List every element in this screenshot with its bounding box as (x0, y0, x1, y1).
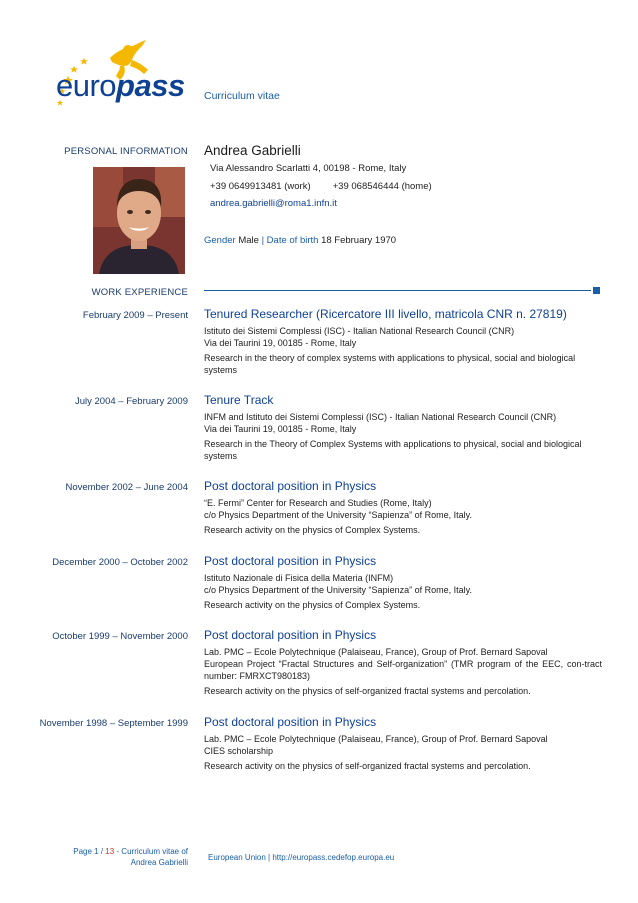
work-entry (204, 715, 602, 772)
logo-wordmark: europass (56, 68, 185, 103)
address: Via Alessandro Scarlatti 4, 00198 - Rome, Italy (210, 163, 407, 174)
entry-description: Research activity on the physics of Complex Systems. (204, 525, 421, 535)
gender-dob-line (204, 235, 396, 246)
page-total: 13 (105, 847, 115, 856)
work-entry (204, 479, 602, 536)
dob-label: Date of birth (266, 235, 319, 246)
entry-description: Research in the Theory of Complex Systems with applications to physical, social and biological systems (204, 439, 582, 461)
profile-photo (93, 167, 185, 274)
footer-person-name: Andrea Gabrielli (130, 858, 188, 867)
work-entry (204, 554, 602, 611)
entry-organization: Lab. PMC – Ecole Polytechnique (Palaiseau, France), Group of Prof. Bernard Sapoval (204, 647, 548, 657)
dob-value: 18 February 1970 (321, 235, 397, 246)
entry-project: European Project “Fractal Structures and Self-organization” (TMR program of the EEC, con-tract number: FMRXCT980183) (204, 659, 602, 681)
work-entry (204, 628, 602, 697)
entry-date: February 2009 – Present (82, 310, 188, 321)
person-name: Andrea Gabrielli (204, 143, 301, 158)
entry-address: c/o Physics Department of the University “Sapienza” of Rome, Italy. (204, 510, 472, 520)
phone-home: +39 068546444 (home) (332, 181, 432, 192)
entry-date: November 2002 – June 2004 (65, 482, 188, 493)
page-suffix: - Curriculum vitae of (116, 847, 188, 856)
footer-link[interactable]: European Union | http://europass.cedefop.europa.eu (208, 853, 395, 862)
entry-address: c/o Physics Department of the University “Sapienza” of Rome, Italy. (204, 585, 472, 595)
entry-description: Research activity on the physics of self-organized fractal systems and percolation. (204, 761, 531, 771)
entry-organization: Istituto dei Sistemi Complessi (ISC) - Italian National Research Council (CNR) (204, 326, 515, 336)
page-prefix: Page 1 / (73, 847, 104, 856)
phone-line (210, 181, 432, 192)
entry-title: Post doctoral position in Physics (204, 479, 377, 493)
entry-title: Tenure Track (204, 393, 274, 407)
entry-date: October 1999 – November 2000 (52, 631, 188, 642)
person-photo-icon (93, 167, 185, 274)
entry-title: Post doctoral position in Physics (204, 628, 377, 642)
section-divider (204, 290, 591, 291)
entry-address: Via dei Taurini 19, 00185 - Rome, Italy (204, 338, 357, 348)
page-footer (73, 846, 188, 868)
entry-date: November 1998 – September 1999 (39, 718, 188, 729)
work-experience-heading: WORK EXPERIENCE (91, 287, 188, 298)
entry-title: Post doctoral position in Physics (204, 554, 377, 568)
entry-description: Research activity on the physics of self-organized fractal systems and percolation. (204, 686, 531, 696)
entry-organization: INFM and Istituto dei Sistemi Complessi (ISC) - Italian National Research Council (CNR) (204, 412, 557, 422)
personal-information-heading: PERSONAL INFORMATION (64, 146, 188, 157)
entry-description: Research in the theory of complex systems with applications to physical, social and biological systems (204, 353, 576, 375)
entry-scholarship: CIES scholarship (204, 746, 274, 756)
phone-work: +39 0649913481 (work) (210, 181, 311, 192)
section-divider-square (593, 287, 600, 294)
gender-value: Male (238, 235, 259, 246)
entry-address: Via dei Taurini 19, 00185 - Rome, Italy (204, 424, 357, 434)
entry-description: Research activity on the physics of Complex Systems. (204, 600, 421, 610)
work-entry (204, 393, 602, 462)
entry-organization: Lab. PMC – Ecole Polytechnique (Palaiseau, France), Group of Prof. Bernard Sapoval (204, 734, 548, 744)
entry-organization: “E. Fermi” Center for Research and Studies (Rome, Italy) (204, 498, 432, 508)
separator: | (261, 235, 265, 246)
gender-label: Gender (204, 235, 236, 246)
entry-date: July 2004 – February 2009 (74, 396, 188, 407)
email-link[interactable]: andrea.gabrielli@roma1.infn.it (210, 198, 337, 209)
entry-date: December 2000 – October 2002 (52, 557, 188, 568)
work-entry (204, 307, 602, 376)
entry-organization: Istituto Nazionale di Fisica della Materia (INFM) (204, 573, 394, 583)
entry-title: Post doctoral position in Physics (204, 715, 377, 729)
entry-title: Tenured Researcher (Ricercatore III livello, matricola CNR n. 27819) (204, 307, 567, 321)
document-title: Curriculum vitae (204, 90, 280, 102)
